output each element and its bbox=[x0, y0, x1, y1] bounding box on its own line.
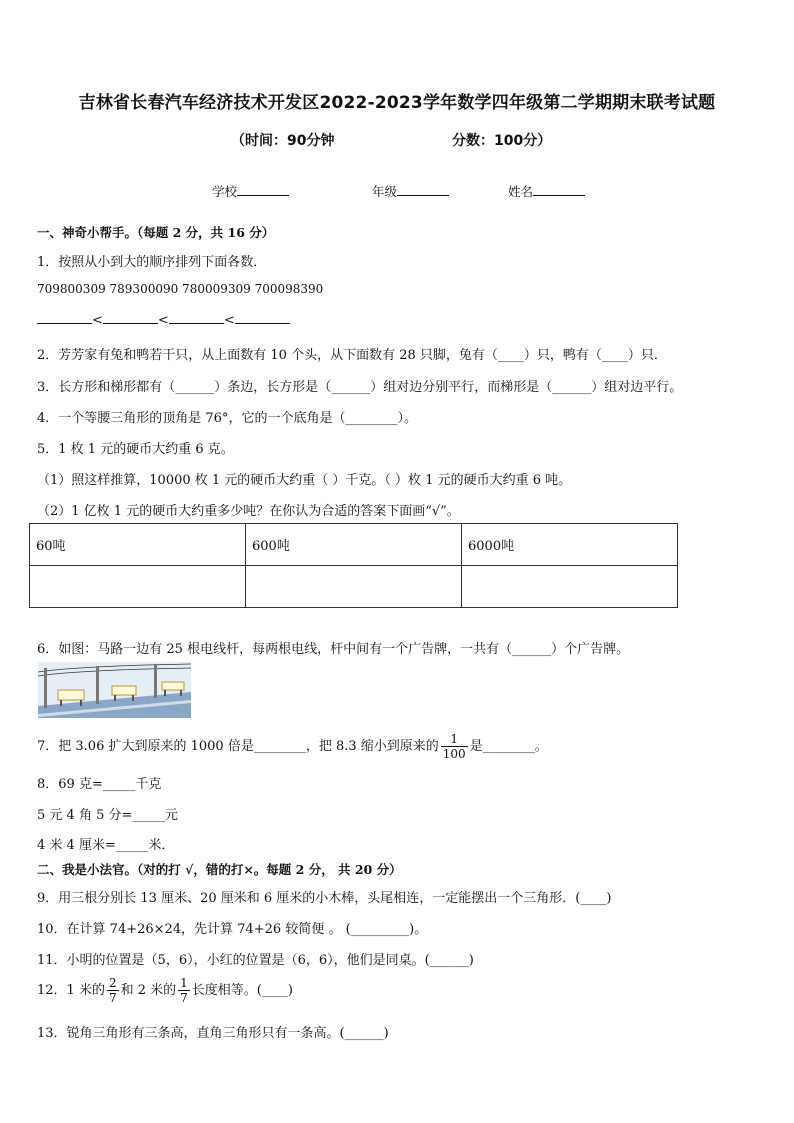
question-8-line-2: 5 元 4 角 5 分=_____元 bbox=[37, 808, 178, 823]
question-8-line-1: 8．69 克=_____千克 bbox=[37, 777, 162, 792]
grade-blank[interactable] bbox=[397, 183, 449, 196]
exam-score: 分数：100分） bbox=[452, 133, 552, 149]
question-6: 6．如图：马路一边有 25 根电线杆，每两根电线，杆中间有一个广告牌，一共有（______）个广告牌。 bbox=[37, 642, 630, 657]
fraction-two-sevenths bbox=[107, 976, 119, 1005]
section2-heading: 二、我是小法官。（对的打 √，错的打×。每题 2 分， 共 20 分） bbox=[37, 862, 402, 877]
question-5-part-1: （1）照这样推算，10000 枚 1 元的硬币大约重（ ）千克。（ ）枚 1 元的硬币大约重 6 吨。 bbox=[37, 473, 572, 488]
table-header-cell: 600吨 bbox=[246, 524, 462, 566]
answer-cell[interactable] bbox=[30, 566, 246, 608]
question-12-part-a: 12．1 米的 bbox=[37, 983, 105, 998]
fraction-denominator: 7 bbox=[180, 991, 188, 1005]
question-12-part-b: 和 2 米的 bbox=[120, 983, 177, 998]
question-1-blanks bbox=[37, 311, 290, 328]
blank-4[interactable] bbox=[235, 311, 290, 324]
school-blank[interactable] bbox=[237, 183, 289, 196]
blank-3[interactable] bbox=[169, 311, 224, 324]
school-label: 学校 bbox=[212, 184, 238, 199]
question-7 bbox=[37, 732, 548, 761]
table-header-cell: 6000吨 bbox=[462, 524, 678, 566]
question-13: 13．锐角三角形有三条高，直角三角形只有一条高。(______) bbox=[37, 1026, 389, 1041]
question-8-line-3: 4 米 4 厘米=_____米． bbox=[37, 838, 175, 853]
grade-field bbox=[372, 182, 449, 200]
question-1: 1．按照从小到大的顺序排列下面各数． bbox=[37, 255, 267, 270]
answer-cell[interactable] bbox=[246, 566, 462, 608]
question-3: 3．长方形和梯形都有（______）条边，长方形是（______）组对边分别平行，而梯形是（______）组对边平行。 bbox=[37, 380, 683, 395]
question-7-part-b: 是________。 bbox=[469, 739, 548, 754]
question-11: 11．小明的位置是（5，6），小红的位置是（6，6），他们是同桌。(______) bbox=[37, 953, 474, 968]
fraction-denominator: 7 bbox=[108, 991, 117, 1005]
blank-1[interactable] bbox=[37, 311, 92, 324]
question-9: 9．用三根分别长 13 厘米、20 厘米和 6 厘米的小木棒，头尾相连，一定能摆出一个三角形．(____) bbox=[37, 891, 612, 906]
question-12-part-c: 长度相等。(____) bbox=[191, 983, 293, 998]
question-10: 10．在计算 74+26×24，先计算 74+26 较简便 。 (_________)。 bbox=[37, 922, 428, 937]
answer-table bbox=[29, 523, 678, 608]
fraction-numerator: 1 bbox=[441, 732, 468, 747]
blank-2[interactable] bbox=[103, 311, 158, 324]
question-2: 2．芳芳家有兔和鸭若干只，从上面数有 10 个头，从下面数有 28 只脚，兔有（____）只，鸭有（____）只． bbox=[37, 348, 667, 363]
fraction-denominator: 100 bbox=[442, 747, 466, 761]
name-field bbox=[508, 182, 585, 200]
road-illustration bbox=[38, 662, 191, 718]
section1-heading: 一、神奇小帮手。（每题 2 分，共 16 分） bbox=[37, 225, 275, 240]
fraction-numerator: 2 bbox=[108, 976, 117, 990]
question-7-part-a: 7．把 3.06 扩大到原来的 1000 倍是________，把 8.3 缩小到原来的 bbox=[37, 739, 439, 754]
question-1-numbers: 709800309 789300090 780009309 700098390 bbox=[37, 282, 324, 296]
table-row bbox=[30, 524, 678, 566]
question-5-part-2: （2）1 亿枚 1 元的硬币大约重多少吨？在你认为合适的答案下面画“√”。 bbox=[37, 504, 460, 519]
grade-label: 年级 bbox=[372, 184, 398, 199]
answer-cell[interactable] bbox=[462, 566, 678, 608]
exam-time: （时间：90分钟 bbox=[231, 133, 335, 149]
question-4: 4．一个等腰三角形的顶角是 76°，它的一个底角是（________）。 bbox=[37, 411, 417, 426]
fraction-one-hundredth bbox=[441, 732, 468, 761]
name-label: 姓名 bbox=[508, 184, 534, 199]
table-header-cell: 60吨 bbox=[30, 524, 246, 566]
name-blank[interactable] bbox=[533, 183, 585, 196]
question-5: 5．1 枚 1 元的硬币大约重 6 克。 bbox=[37, 442, 234, 457]
less-than-sign: < bbox=[157, 313, 169, 328]
fraction-numerator: 1 bbox=[180, 976, 188, 990]
school-field bbox=[212, 182, 289, 200]
road-billboard-image bbox=[38, 662, 191, 718]
table-row bbox=[30, 566, 678, 608]
fraction-one-seventh bbox=[178, 976, 190, 1005]
exam-title: 吉林省长春汽车经济技术开发区2022-2023学年数学四年级第二学期期末联考试题 bbox=[78, 93, 716, 113]
question-12 bbox=[37, 976, 293, 1005]
less-than-sign: < bbox=[92, 313, 103, 328]
less-than-sign: < bbox=[223, 313, 235, 328]
